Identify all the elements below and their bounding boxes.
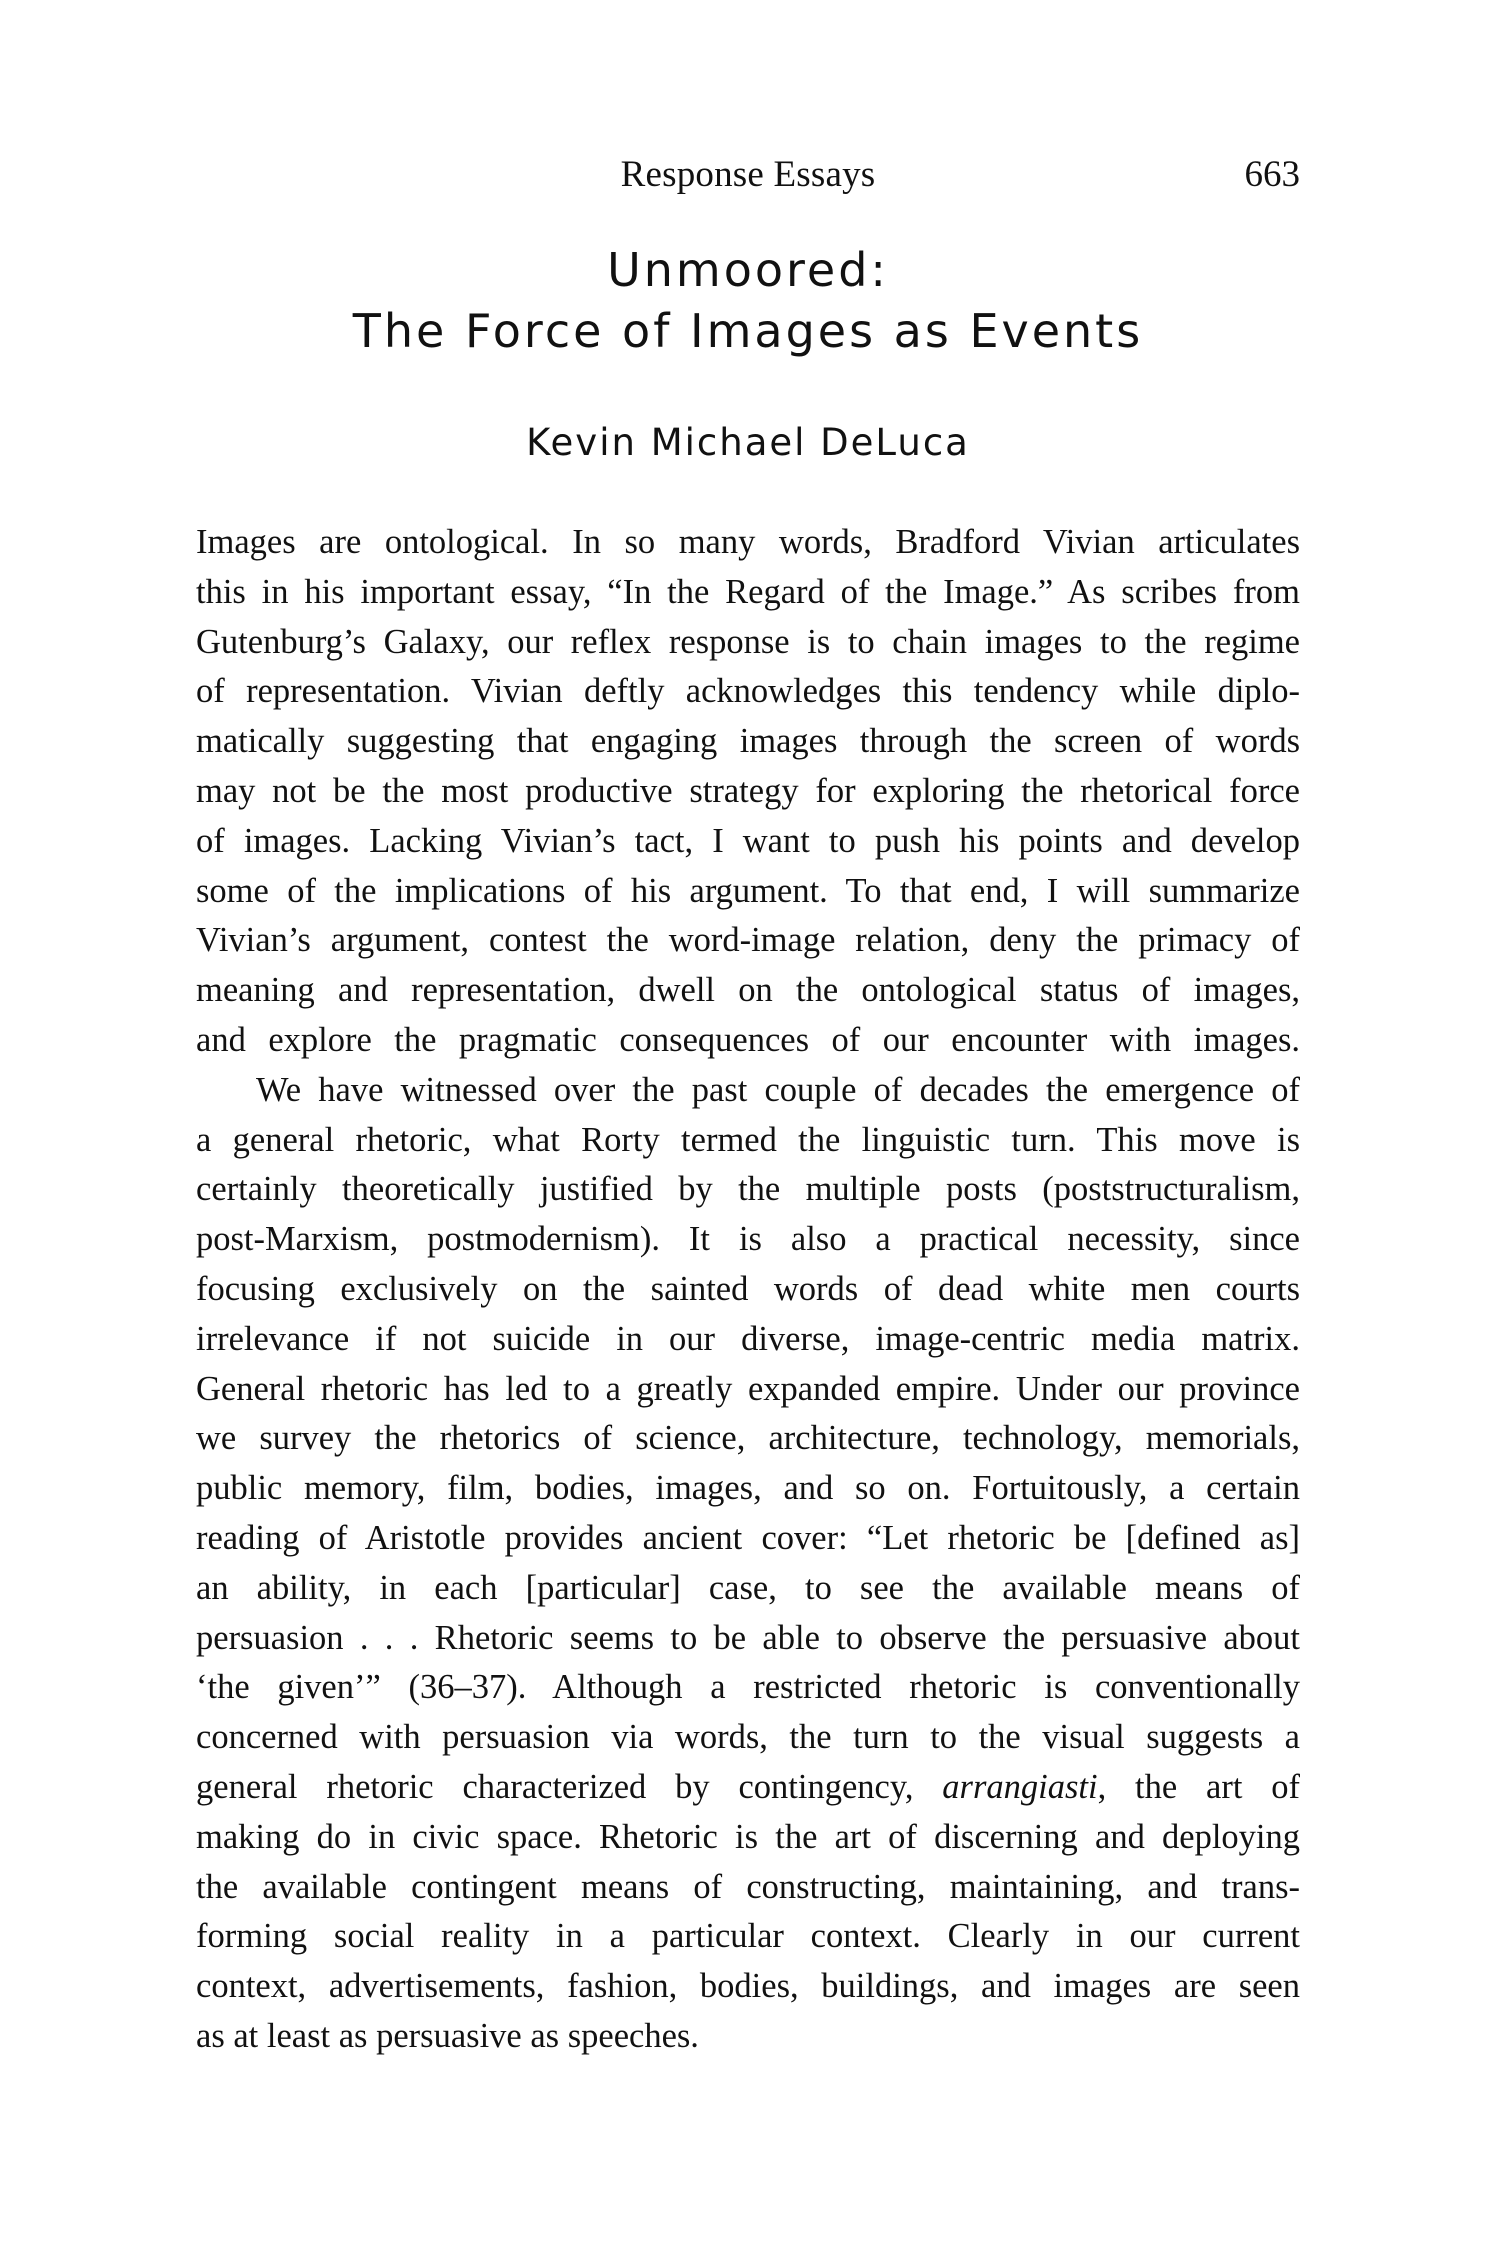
article-body	[196, 518, 1300, 2062]
text-line: Gutenburg’s Galaxy, our reflex response is to chain images to the regime	[196, 622, 1300, 661]
text-line: and explore the pragmatic consequences of our encounter with images.	[196, 1020, 1300, 1059]
text-line: we survey the rhetorics of science, architecture, technology, memorials,	[196, 1419, 1300, 1458]
text-line-with-italic	[196, 1763, 1300, 1813]
paragraph-1	[196, 518, 1300, 1066]
paragraph-2	[196, 1066, 1300, 2062]
text-line: General rhetoric has led to a greatly expanded empire. Under our province	[196, 1369, 1300, 1408]
article-title-line-2: The Force of Images as Events	[352, 304, 1144, 358]
text-line: matically suggesting that engaging images through the screen of words	[196, 722, 1300, 761]
text-line: of images. Lacking Vivian’s tact, I want to push his points and develop	[196, 821, 1300, 860]
text-line: Vivian’s argument, contest the word-image relation, deny the primacy of	[196, 921, 1300, 960]
text-line: reading of Aristotle provides ancient cover: “Let rhetoric be [defined as]	[196, 1518, 1300, 1557]
text-line: public memory, film, bodies, images, and so on. Fortuitously, a certain	[196, 1469, 1300, 1508]
text-line: ‘the given’” (36–37). Although a restricted rhetoric is conventionally	[196, 1668, 1300, 1707]
text-line: focusing exclusively on the sainted words of dead white men courts	[196, 1269, 1300, 1308]
text-line: of representation. Vivian deftly acknowledges this tendency while diplo-	[196, 672, 1300, 711]
text-line: this in his important essay, “In the Regard of the Image.” As scribes from	[196, 572, 1300, 611]
text-line: certainly theoretically justified by the multiple posts (poststructuralism,	[196, 1170, 1300, 1209]
article-title-line-1: Unmoored:	[607, 243, 889, 297]
text-line: We have witnessed over the past couple of decades the emergence of	[256, 1070, 1300, 1109]
text-line: a general rhetoric, what Rorty termed the linguistic turn. This move is	[196, 1120, 1300, 1159]
text-fragment: general rhetoric characterized by contingency,	[196, 1767, 943, 1806]
text-line: meaning and representation, dwell on the ontological status of images,	[196, 971, 1300, 1010]
text-line: an ability, in each [particular] case, to see the available means of	[196, 1568, 1300, 1607]
text-line: Images are ontological. In so many words, Bradford Vivian articulates	[196, 523, 1300, 561]
text-line: persuasion . . . Rhetoric seems to be able to observe the persuasive about	[196, 1618, 1300, 1657]
text-line: some of the implications of his argument. To that end, I will summarize	[196, 871, 1300, 910]
text-line: irrelevance if not suicide in our diverse, image-centric media matrix.	[196, 1319, 1300, 1358]
text-line: may not be the most productive strategy for exploring the rhetorical force	[196, 771, 1300, 810]
article-author: Kevin Michael DeLuca	[526, 421, 970, 464]
text-line: context, advertisements, fashion, bodies, buildings, and images are seen	[196, 1967, 1300, 2006]
text-line: concerned with persuasion via words, the turn to the visual suggests a	[196, 1718, 1300, 1757]
text-line: as at least as persuasive as speeches.	[196, 2016, 699, 2055]
text-fragment: , the art of	[1097, 1767, 1300, 1806]
text-line: forming social reality in a particular context. Clearly in our current	[196, 1917, 1300, 1956]
text-line: post-Marxism, postmodernism). It is also a practical necessity, since	[196, 1220, 1300, 1259]
running-title: Response Essays	[620, 154, 876, 195]
article-title	[196, 240, 1300, 362]
text-line: making do in civic space. Rhetoric is the art of discerning and deploying	[196, 1817, 1300, 1856]
running-head	[196, 150, 1300, 200]
page-number: 663	[1244, 154, 1300, 195]
italic-term: arrangiasti	[942, 1767, 1098, 1806]
text-line: the available contingent means of constructing, maintaining, and trans-	[196, 1867, 1300, 1906]
